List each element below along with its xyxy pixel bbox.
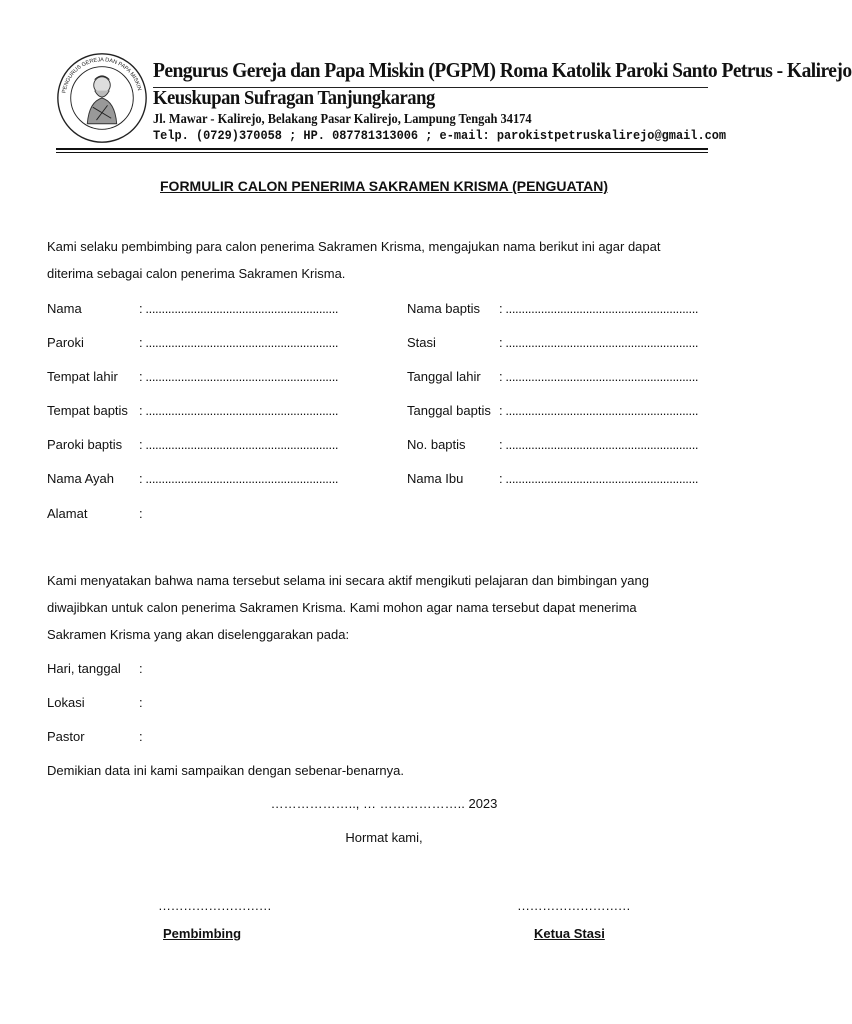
field-label-nama-ayah: Nama Ayah xyxy=(47,471,114,486)
form-title: FORMULIR CALON PENERIMA SAKRAMEN KRISMA (PENGUATAN) xyxy=(160,178,608,194)
field-value-stasi: : ............................................................ xyxy=(499,335,699,350)
intro-text-line1: Kami selaku pembimbing para calon penerima Sakramen Krisma, mengajukan nama berikut ini agar dapat xyxy=(47,239,661,254)
parish-seal-logo xyxy=(56,52,148,144)
field-value-tanggal-baptis: : ............................................................ xyxy=(499,403,699,418)
field-label-tempat-lahir: Tempat lahir xyxy=(47,369,118,384)
field-label-lokasi: Lokasi xyxy=(47,695,85,710)
field-label-pastor: Pastor xyxy=(47,729,85,744)
intro-text-line2: diterima sebagai calon penerima Sakramen Krisma. xyxy=(47,266,346,281)
statement-line1: Kami menyatakan bahwa nama tersebut selama ini secara aktif mengikuti pelajaran dan bimbingan yang xyxy=(47,573,649,588)
field-value-paroki: : ............................................................ xyxy=(139,335,339,350)
field-label-paroki-baptis: Paroki baptis xyxy=(47,437,123,452)
signature-line-pembimbing: ……………………… xyxy=(158,898,272,913)
signature-name-pembimbing: Pembimbing xyxy=(163,926,242,941)
field-value-tanggal-lahir: : ............................................................ xyxy=(499,369,699,384)
field-value-paroki-baptis: : ............................................................ xyxy=(139,437,339,452)
regards-text: Hormat kami, xyxy=(345,830,423,845)
field-label-hari-tanggal: Hari, tanggal xyxy=(47,661,121,676)
letterhead-subtitle: Keuskupan Sufragan Tanjungkarang xyxy=(153,87,435,109)
field-label-no-baptis: No. baptis xyxy=(407,437,466,452)
field-value-tempat-lahir: : ............................................................ xyxy=(139,369,339,384)
field-label-paroki: Paroki xyxy=(47,335,84,350)
signature-line-ketua-stasi: ……………………… xyxy=(517,898,631,913)
statement-line2: diwajibkan untuk calon penerima Sakramen Krisma. Kami mohon agar nama tersebut dapat menerima xyxy=(47,600,637,615)
letterhead-contact: Telp. (0729)370058 ; HP. 087781313006 ; e-mail: parokistpetruskalirejo@gmail.com xyxy=(153,129,727,143)
field-value-nama-baptis: : ............................................................ xyxy=(499,301,699,316)
letterhead-rule-thin xyxy=(56,152,708,153)
statement-line3: Sakramen Krisma yang akan diselenggarakan pada: xyxy=(47,627,350,642)
field-value-lokasi: : xyxy=(139,695,143,710)
field-label-alamat: Alamat xyxy=(47,506,88,521)
field-label-nama: Nama xyxy=(47,301,82,316)
field-value-nama-ayah: : ............................................................ xyxy=(139,471,339,486)
field-label-nama-ibu: Nama Ibu xyxy=(407,471,464,486)
field-label-tanggal-baptis: Tanggal baptis xyxy=(407,403,491,418)
field-value-nama: : ............................................................ xyxy=(139,301,339,316)
field-label-tanggal-lahir: Tanggal lahir xyxy=(407,369,481,384)
field-value-hari-tanggal: : xyxy=(139,661,143,676)
letterhead-address: Jl. Mawar - Kalirejo, Belakang Pasar Kalirejo, Lampung Tengah 34174 xyxy=(153,111,532,126)
field-label-tempat-baptis: Tempat baptis xyxy=(47,403,128,418)
field-value-alamat: : xyxy=(139,506,143,521)
svg-text:PENGURUS GEREJA DAN PAPA MISKI: PENGURUS GEREJA DAN PAPA MISKIN xyxy=(61,57,143,94)
date-line: ……………….., … ……………….. 2023 xyxy=(270,796,498,811)
field-label-stasi: Stasi xyxy=(407,335,436,350)
field-value-tempat-baptis: : ............................................................ xyxy=(139,403,339,418)
signature-name-ketua-stasi: Ketua Stasi xyxy=(534,926,605,941)
field-value-nama-ibu: : ............................................................ xyxy=(499,471,699,486)
letterhead-title: Pengurus Gereja dan Papa Miskin (PGPM) Roma Katolik Paroki Santo Petrus - Kalirejo xyxy=(153,58,852,82)
field-value-no-baptis: : ............................................................ xyxy=(499,437,699,452)
closing-text: Demikian data ini kami sampaikan dengan sebenar-benarnya. xyxy=(47,763,404,778)
letterhead-rule-thick xyxy=(56,148,708,150)
field-label-nama-baptis: Nama baptis xyxy=(407,301,480,316)
field-value-pastor: : xyxy=(139,729,143,744)
